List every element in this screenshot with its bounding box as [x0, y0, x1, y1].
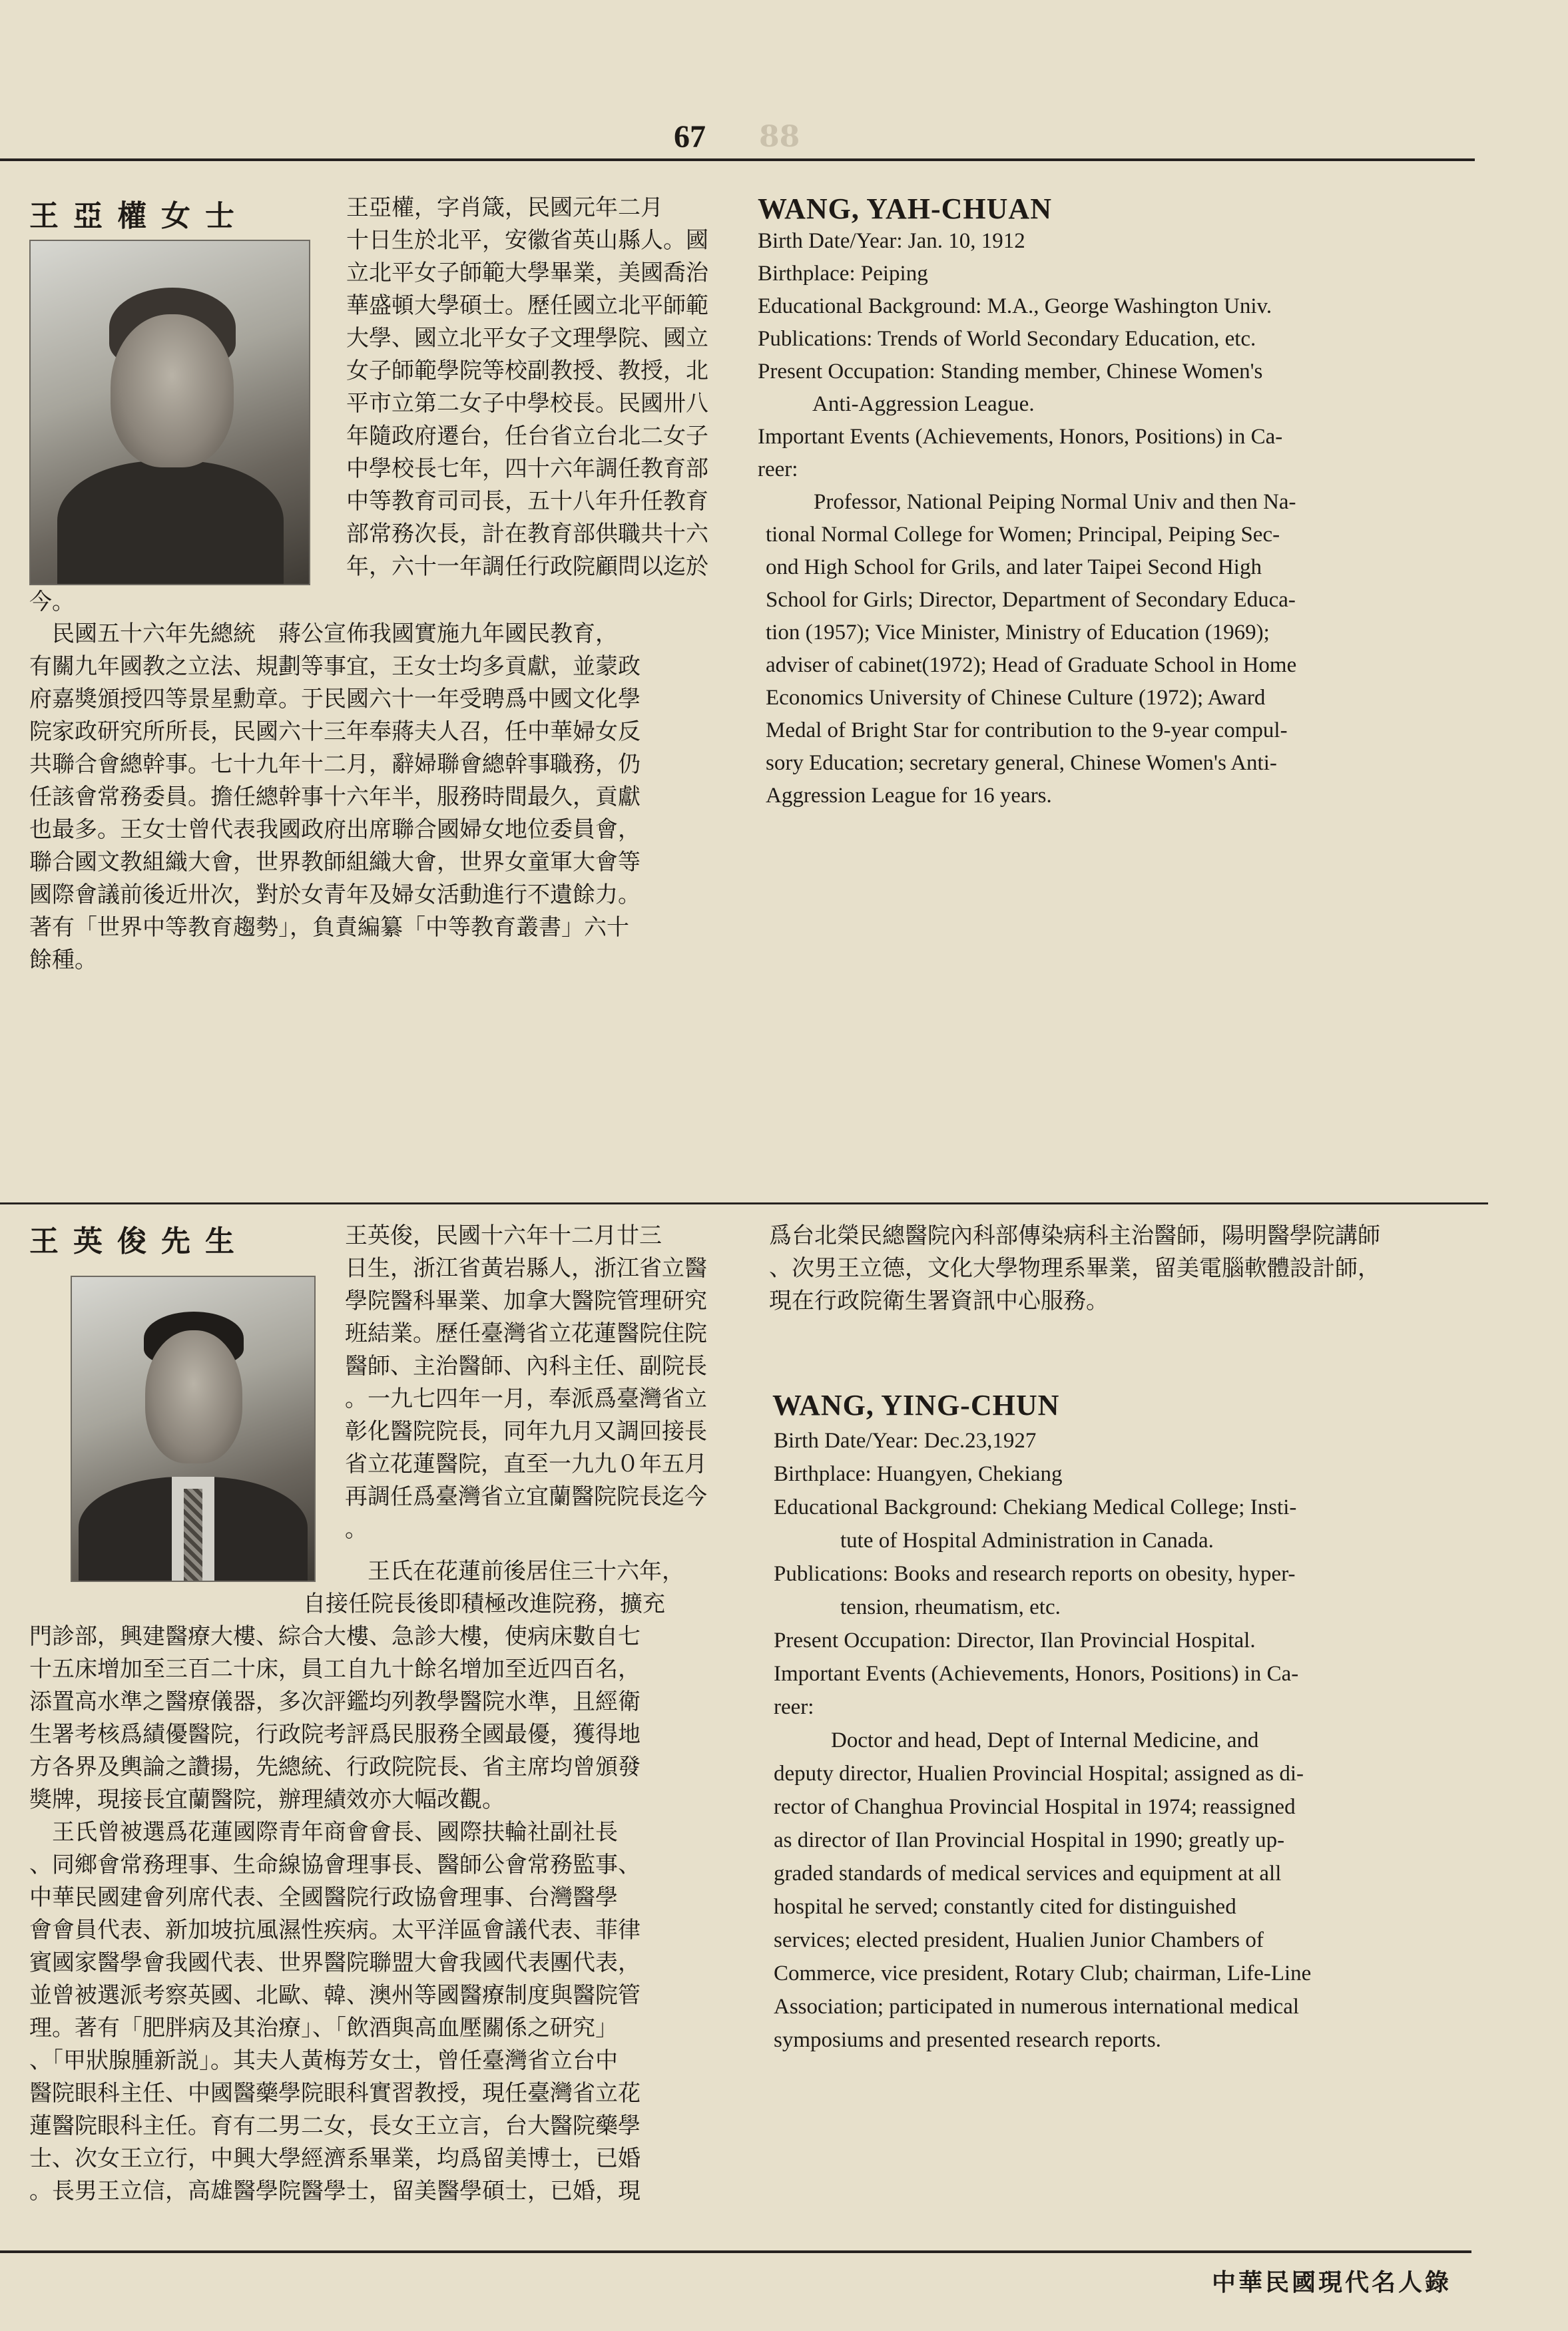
- entry-1-english-biography-line: Important Events (Achievements, Honors, Positions) in Ca-: [758, 425, 1283, 449]
- entry-1-chinese-biography-line: 共聯合會總幹事。七十九年十二月，辭婦聯會總幹事職務，仍: [29, 751, 641, 778]
- entry-1-english-biography-line: sory Education; secretary general, Chinese Women's Anti-: [766, 751, 1277, 775]
- entry-2-chinese-biography-line: 中華民國建會列席代表、全國醫院行政協會理事、台灣醫學: [29, 1884, 618, 1911]
- entry-2-chinese-biography-line: 王氏在花蓮前後居住三十六年，: [345, 1558, 684, 1585]
- entry-2-chinese-biography-line: 彰化醫院院長，同年九月又調回接長: [345, 1418, 707, 1445]
- entry-1-chinese-biography-line: 王亞權，字肖箴，民國元年二月: [346, 194, 663, 221]
- entry-2-english-biography-line: Birth Date/Year: Dec.23,1927: [774, 1429, 1037, 1453]
- entry-1-chinese-biography-line: 中學校長七年，四十六年調任教育部: [346, 455, 708, 482]
- entry-2-chinese-biography-line: 蓮醫院眼科主任。育有二男二女，長女王立言，台大醫院藥學: [29, 2113, 641, 2139]
- entry-1-english-biography-line: Educational Background: M.A., George Washington Univ.: [758, 294, 1272, 318]
- entry-2-english-biography-line: Publications: Books and research reports on obesity, hyper-: [774, 1562, 1296, 1586]
- entry-2-english-biography-line: tute of Hospital Administration in Canada.: [840, 1529, 1214, 1553]
- entry-2-chinese-biography-line: 學院醫科畢業、加拿大醫院管理研究: [345, 1288, 707, 1314]
- entry-2-chinese-biography-line: 會會員代表、新加坡抗風濕性疾病。太平洋區會議代表、菲律: [29, 1917, 641, 1943]
- entry-2-photo-tie: [184, 1489, 202, 1582]
- entry-2-english-biography-line: Birthplace: Huangyen, Chekiang: [774, 1462, 1063, 1486]
- entry-2-english-biography-line: graded standards of medical services and equipment at all: [774, 1862, 1282, 1886]
- entry-2-chinese-biography-line: 日生，浙江省黃岩縣人，浙江省立醫: [345, 1255, 707, 1282]
- entry-2-chinese-biography-line: 班結業。歷任臺灣省立花蓮醫院住院: [345, 1320, 707, 1347]
- entry-1-chinese-name: 王亞權女士: [29, 199, 249, 233]
- entry-2-english-biography-line: Important Events (Achievements, Honors, Positions) in Ca-: [774, 1662, 1299, 1686]
- entry-2-chinese-biography-continued-line: 爲台北榮民總醫院內科部傳染病科主治醫師，陽明醫學院講師: [769, 1222, 1380, 1249]
- entry-2-portrait-photo: [71, 1276, 316, 1582]
- section-divider-rule: [0, 1202, 1488, 1204]
- entry-2-chinese-biography-line: 士、次女王立行，中興大學經濟系畢業，均爲留美博士，已婚: [29, 2145, 641, 2172]
- entry-2-chinese-biography-line: 獎牌，現接長宜蘭醫院，辦理績效亦大幅改觀。: [29, 1786, 505, 1813]
- entry-1-chinese-biography-line: 年，六十一年調任行政院顧問以迄於: [346, 553, 708, 580]
- entry-2-english-biography-line: tension, rheumatism, etc.: [840, 1595, 1061, 1619]
- entry-1-english-biography-line: Aggression League for 16 years.: [766, 784, 1052, 808]
- entry-2-chinese-biography-line: 自接任院長後即積極改進院務，擴充: [303, 1591, 665, 1617]
- entry-1-chinese-biography-line: 也最多。王女士曾代表我國政府出席聯合國婦女地位委員會，: [29, 816, 641, 843]
- entry-1-chinese-biography-line: 年隨政府遷台，任台省立台北二女子: [346, 423, 708, 449]
- bleed-through-page-number: 88: [759, 120, 800, 154]
- entry-1-chinese-biography-line: 著有「世界中等教育趨勢」，負責編纂「中等教育叢書」六十: [29, 914, 629, 941]
- entry-1-chinese-biography-line: 有關九年國教之立法、規劃等事宜，王女士均多貢獻，並蒙政: [29, 653, 641, 680]
- entry-2-english-biography-line: Doctor and head, Dept of Internal Medicine, and: [831, 1728, 1259, 1752]
- entry-1-chinese-biography-line: 院家政研究所所長，民國六十三年奉蔣夫人召，任中華婦女反: [29, 718, 641, 745]
- entry-2-chinese-biography-line: 醫師、主治醫師、內科主任、副院長: [345, 1353, 707, 1380]
- entry-2-chinese-biography-line: 賓國家醫學會我國代表、世界醫院聯盟大會我國代表團代表，: [29, 1949, 641, 1976]
- entry-2-chinese-biography-line: 省立花蓮醫院，直至一九九０年五月: [345, 1451, 707, 1477]
- entry-1-portrait-photo: [29, 240, 310, 585]
- entry-2-chinese-biography-line: 。長男王立信，高雄醫學院醫學士，留美醫學碩士，已婚，現: [29, 2178, 641, 2204]
- entry-2-chinese-biography-line: 。一九七四年一月，奉派爲臺灣省立: [345, 1386, 707, 1412]
- entry-1-chinese-biography-line: 立北平女子師範大學畢業，美國喬治: [346, 260, 708, 286]
- entry-2-chinese-biography-line: 門診部，興建醫療大樓、綜合大樓、急診大樓，使病床數自七: [29, 1623, 641, 1650]
- entry-2-english-biography-line: Association; participated in numerous international medical: [774, 1995, 1300, 2019]
- entry-1-english-biography-line: Publications: Trends of World Secondary Education, etc.: [758, 327, 1256, 351]
- entry-2-chinese-biography-line: 王英俊，民國十六年十二月廿三: [345, 1222, 662, 1249]
- entry-1-english-biography-line: tion (1957); Vice Minister, Ministry of Education (1969);: [766, 621, 1270, 645]
- entry-1-photo-face: [111, 314, 234, 467]
- entry-1-chinese-biography-line: 餘種。: [29, 947, 97, 973]
- entry-1-chinese-biography-line: 華盛頓大學碩士。歷任國立北平師範: [346, 292, 708, 319]
- entry-2-english-biography-line: deputy director, Hualien Provincial Hospital; assigned as di-: [774, 1762, 1304, 1786]
- entry-1-english-name: WANG, YAH-CHUAN: [758, 192, 1052, 225]
- entry-1-english-biography-line: Anti-Aggression League.: [812, 392, 1035, 416]
- entry-2-english-biography-line: Commerce, vice president, Rotary Club; chairman, Life-Line: [774, 1961, 1312, 1985]
- entry-2-chinese-biography-line: 、「甲狀腺腫新説」。其夫人黃梅芳女士，曾任臺灣省立台中: [29, 2047, 618, 2074]
- entry-1-chinese-biography-line: 部常務次長，計在教育部供職共十六: [346, 521, 708, 547]
- entry-2-chinese-biography-line: 並曾被選派考察英國、北歐、韓、澳州等國醫療制度與醫院管: [29, 1982, 641, 2009]
- entry-2-english-biography-line: symposiums and presented research reports.: [774, 2028, 1161, 2052]
- entry-1-english-biography-line: Birthplace: Peiping: [758, 262, 928, 286]
- entry-2-english-biography-line: Present Occupation: Director, Ilan Provincial Hospital.: [774, 1629, 1256, 1653]
- bottom-rule: [0, 2250, 1471, 2253]
- entry-2-chinese-biography-continued-line: 、次男王立德，文化大學物理系畢業，留美電腦軟體設計師，: [769, 1255, 1380, 1282]
- entry-2-chinese-biography-line: 再調任爲臺灣省立宜蘭醫院院長迄今: [345, 1483, 707, 1510]
- entry-1-chinese-biography-line: 十日生於北平，安徽省英山縣人。國: [346, 227, 708, 254]
- entry-2-photo-face: [145, 1330, 242, 1463]
- entry-1-chinese-biography-line: 今。: [29, 589, 75, 615]
- entry-2-english-biography-line: services; elected president, Hualien Junior Chambers of: [774, 1928, 1264, 1952]
- entry-1-chinese-biography-line: 大學、國立北平女子文理學院、國立: [346, 325, 708, 352]
- entry-1-chinese-biography-line: 民國五十六年先總統 蔣公宣佈我國實施九年國民教育，: [29, 621, 618, 647]
- entry-1-english-biography-line: Economics University of Chinese Culture (1972); Award: [766, 686, 1266, 710]
- top-rule: [0, 158, 1475, 161]
- entry-2-chinese-biography-line: 十五床增加至三百二十床，員工自九十餘名增加至近四百名，: [29, 1656, 641, 1683]
- entry-1-english-biography-line: Present Occupation: Standing member, Chinese Women's: [758, 360, 1263, 384]
- entry-2-chinese-biography-line: 生署考核爲績優醫院，行政院考評爲民服務全國最優，獲得地: [29, 1721, 641, 1748]
- page-number: 67: [674, 119, 706, 154]
- entry-2-english-biography-line: hospital he served; constantly cited for distinguished: [774, 1895, 1236, 1919]
- entry-1-chinese-biography-line: 任該會常務委員。擔任總幹事十六年半，服務時間最久，貢獻: [29, 784, 641, 810]
- entry-1-chinese-biography-line: 府嘉獎頒授四等景星勳章。于民國六十一年受聘爲中國文化學: [29, 686, 641, 712]
- entry-2-chinese-biography-line: 、同鄉會常務理事、生命線協會理事長、醫師公會常務監事、: [29, 1852, 641, 1878]
- entry-2-chinese-name: 王英俊先生: [29, 1224, 249, 1258]
- entry-2-english-biography-line: reer:: [774, 1695, 814, 1719]
- entry-2-chinese-biography-continued-line: 現在行政院衛生署資訊中心服務。: [769, 1288, 1109, 1314]
- entry-2-chinese-biography-line: 醫院眼科主任、中國醫藥學院眼科實習教授，現任臺灣省立花: [29, 2080, 641, 2107]
- entry-1-chinese-biography-line: 中等教育司司長，五十八年升任教育: [346, 488, 708, 515]
- entry-1-english-biography-line: School for Girls; Director, Department of Secondary Educa-: [766, 588, 1296, 612]
- entry-2-english-biography-line: rector of Changhua Provincial Hospital in 1974; reassigned: [774, 1795, 1296, 1819]
- entry-2-english-biography-line: as director of Ilan Provincial Hospital in 1990; greatly up-: [774, 1828, 1285, 1852]
- entry-1-chinese-biography-line: 國際會議前後近卅次，對於女青年及婦女活動進行不遺餘力。: [29, 882, 641, 908]
- entry-1-english-biography-line: adviser of cabinet(1972); Head of Graduate School in Home: [766, 653, 1297, 677]
- entry-1-english-biography-line: Medal of Bright Star for contribution to the 9-year compul-: [766, 718, 1288, 742]
- entry-2-english-biography-line: Educational Background: Chekiang Medical College; Insti-: [774, 1495, 1297, 1519]
- entry-1-chinese-biography-line: 女子師範學院等校副教授、教授，北: [346, 358, 708, 384]
- entry-1-chinese-biography-line: 平市立第二女子中學校長。民國卅八: [346, 390, 708, 417]
- entry-2-chinese-biography-line: 理。著有「肥胖病及其治療」、「飲酒與高血壓關係之研究」: [29, 2015, 618, 2041]
- entry-1-english-biography-line: tional Normal College for Women; Principal, Peiping Sec-: [766, 523, 1280, 547]
- entry-1-english-biography-line: Birth Date/Year: Jan. 10, 1912: [758, 229, 1025, 253]
- entry-2-chinese-biography-line: 方各界及輿論之讚揚，先總統、行政院院長、省主席均曾頒發: [29, 1754, 641, 1780]
- entry-1-photo-shoulders: [57, 461, 284, 585]
- entry-2-chinese-biography-line: 添置高水準之醫療儀器，多次評鑑均列教學醫院水準，且經衛: [29, 1688, 641, 1715]
- entry-1-english-biography-line: reer:: [758, 457, 798, 481]
- entry-1-english-biography-line: ond High School for Grils, and later Taipei Second High: [766, 555, 1262, 579]
- entry-1-english-biography-line: Professor, National Peiping Normal Univ and then Na-: [814, 490, 1296, 514]
- entry-2-chinese-biography-line: 。: [345, 1516, 368, 1543]
- entry-2-chinese-biography-line: 王氏曾被選爲花蓮國際青年商會會長、國際扶輪社副社長: [29, 1819, 618, 1846]
- entry-2-english-name: WANG, YING-CHUN: [772, 1389, 1060, 1422]
- entry-1-chinese-biography-line: 聯合國文教組織大會，世界教師組織大會，世界女童軍大會等: [29, 849, 641, 876]
- footer-publication-title: 中華民國現代名人錄: [1212, 2269, 1452, 2296]
